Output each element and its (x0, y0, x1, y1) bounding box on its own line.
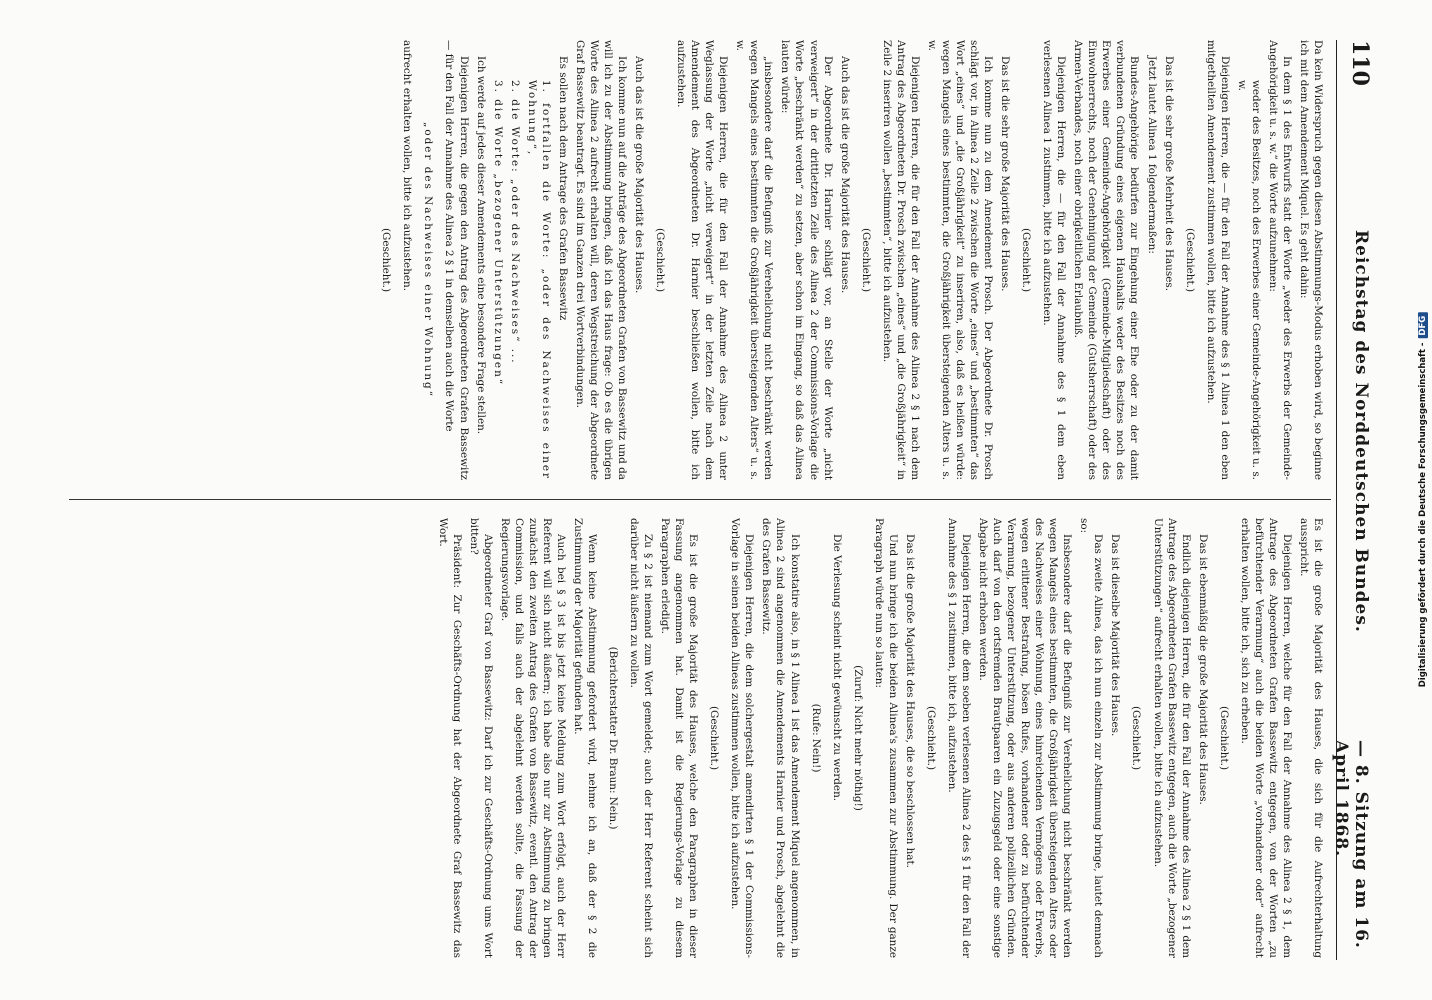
paragraph: Diejenigen Herren, die — für den Fall der Annahme des § 1 Alinea 1 den eben mitgetheilten Amendement zustimmen wollen, bitte ich aufzustehen. (1204, 40, 1231, 480)
speaker-paragraph: Präsident: Zur Geschäfts-Ordnung hat der Abgeordnete Graf Bassewitz das Wort. (436, 518, 463, 958)
paragraph: Das zweite Alinea, das ich nun einzeln zur Abstimmung bringe, lautet demnach so: (1078, 518, 1105, 958)
quoted-text: „insbesondere darf die Befugniß zur Verehelichung nicht beschränkt werden wegen Mangels eines bestimmten die Großjährigkeit übersteigenden Alters“ u. s. w. (734, 40, 775, 480)
rotated-page-content (51, 40, 1381, 960)
paragraph: Es sollen nach dem Antrage des Grafen Bassewitz (556, 56, 569, 321)
paragraph: Das ist dieselbe Majorität des Hauses. (1109, 534, 1122, 737)
quoted-text: „oder des Nachweises einer Wohnung“ (422, 122, 435, 398)
list-item: 1. fortfallen die Worte: „oder des Nachweises einer Wohnung“, (525, 80, 552, 480)
dfg-credit-strip (1416, 0, 1430, 1000)
stage-direction: (Geschieht.) (1130, 705, 1143, 771)
stage-direction: (Berichterstatter Dr. Braun: Nein.) (607, 646, 620, 830)
paragraph: Das ist die große Majorität des Hauses, die so beschlossen hat. (903, 534, 916, 868)
quoted-text: Bundes-Angehörige bedürfen zur Eingehung einer Ehe oder zu der damit verbundenen Gründung eines eigenen Haushalts weder des Besitzes noch des Erwerbes einer Gemeinde-Angehörigkeit (Gemeinde-Mitgliedschaft) oder des Einwohnerrechts, noch der Genehmigung der Gemeinde (Gutsherrschaft) oder des Armen-Verbandes, noch einer obrigkeitlichen Erlaubniß. (1072, 40, 1141, 480)
running-title-left: Reichstag des Norddeutschen Bundes. (1351, 230, 1371, 633)
speaker-paragraph: Abgeordneter Graf von Bassewitz: Darf ich zur Geschäfts-Ordnung ums Wort bitten? (467, 518, 494, 958)
paragraph: Auch das ist die große Majorität des Hauses. (838, 56, 851, 294)
right-column (65, 518, 1325, 958)
column-divider (69, 499, 1331, 500)
paragraph: Das ist die sehr große Mehrheit des Hauses. (1162, 56, 1175, 292)
paragraph: Es ist die große Majorität des Hauses, welche den Paragraphen in dieser Fassung angenommen hat. Damit ist die Regierungs-Vorlage zu diesem Paragraphen erledigt. (659, 518, 700, 958)
paragraph: Die Verlesung scheint nicht gewünscht zu werden. (830, 534, 843, 802)
stage-direction: (Geschieht.) (654, 227, 667, 293)
paragraph: Ich komme nun zu dem Amendement Prosch. Der Abgeordnete Dr. Prosch schlägt vor, in Alinea 2 Zeile 2 zwischen die Worte „eines“ und „bestimmten“ das Wort „eines“ und „die Großjährigkeit“ zu inseriren, also, daß es heißen würde: wegen Mangels eines bestimmten, die Großjährigkeit übersteigenden Alters u. s. w. (925, 40, 995, 480)
stage-direction: (Geschieht.) (380, 227, 393, 293)
page-number: 110 (1347, 40, 1373, 86)
paragraph: Diejenigen Herren, die für den Fall der Annahme des Alinea 2 § 1 nach dem Antrag des Abgeordneten Dr. Prosch zwischen „eines“ und „die Großjährigkeit“ in Zeile 2 inseriren wollen „bestimmten“, bitte ich aufzustehen. (880, 40, 921, 480)
paragraph: Wenn keine Abstimmung gefordert wird, nehme ich an, daß der § 2 die Zustimmung der Majorität gefunden hat. (571, 518, 598, 958)
paragraph: Diejenigen Herren, die dem soeben verlesenen Alinea 2 des § 1 für den Fall der Annahme des § 1 zustimmen, bitte ich, aufzustehen. (945, 518, 972, 958)
paragraph: Jetzt lautet Alinea 1 folgendermaßen: (1145, 56, 1158, 254)
paragraph: Endlich diejenigen Herren, die für den Fall der Annahme des Alinea 2 § 1 dem Antrage des Abgeordneten Grafen Bassewitz entgegen, auch die Worte „bezogener Unterstützungen“ aufrecht erhalten wollen, bitte ich aufzustehen. (1151, 518, 1192, 958)
stage-direction: (Geschieht.) (859, 227, 872, 293)
stage-direction: (Geschieht.) (1020, 227, 1033, 293)
dfg-logo: DFG (1418, 313, 1428, 339)
paragraph: Diejenigen Herren, die für den Fall der Annahme des Alinea 2 unter Weglassung der Worte „nicht verweigert“ in der letzten Zeile nach dem Amendement des Abgeordneten Dr. Harnier beschließen wollen, bitte ich aufzustehen. (675, 40, 730, 480)
paragraph: Und nun bringe ich die beiden Alinea's zusammen zur Abstimmung. Der ganze Paragraph würde nun so lauten: (872, 518, 899, 958)
paragraph: Zu § 2 ist niemand zum Wort gemeldet; auch der Herr Referent scheint sich darüber nicht äußern zu wollen. (628, 518, 655, 958)
stage-direction: (Geschieht.) (708, 705, 721, 771)
paragraph: Das ist ebenmäßig die große Majorität des Hauses. (1196, 534, 1209, 805)
paragraph: Diejenigen Herren, welche für den Fall der Annahme des Alinea 2 § 1, dem Antrage des Abgeordneten Grafen Bassewitz entgegen, von der Worten „zu befürchtender Verarmung“ auch die beiden Worte „vorhandener oder“ aufrecht erhalten wollen, bitte ich, sich zu erheben. (1238, 518, 1293, 958)
stage-direction: (Geschieht.) (1183, 227, 1196, 293)
paragraph: Der Abgeordnete Dr. Harnier schlägt vor, an Stelle der Worte „nicht verweigert“ in der drittletzten Zeile des Alinea 2 der Commissions-Vorlage die Worte „beschränkt werden“ zu setzen, aber schon im Eingang, so daß das Alinea lauten würde: (779, 40, 834, 480)
paragraph: Diejenigen Herren, die dem solchergestalt amendirten § 1 der Commissions-Vorlage in seinen beiden Alineas zustimmen wollen, bitte ich aufzustehen. (729, 518, 756, 958)
paragraph: Ich konstatire also, in § 1 Alinea 1 ist das Amendement Miquel angenommen, in Alinea 2 sind angenommen die Amendements Harnier und Prosch, abgelehnt die des Grafen Bassewitz. (760, 518, 801, 958)
paragraph: In dem § 1 des Entwurfs statt der Worte „weder des Erwerbs der Gemeinde-Angehörigkeit u. s. w.“ die Worte aufzunehmen: (1266, 40, 1293, 480)
header-rule (1336, 40, 1337, 960)
dfg-credit-line (1418, 313, 1428, 688)
list-item: 3. die Worte „bezogener Unterstützungen“ (491, 80, 504, 387)
paragraph: Ich werde auf jedes dieser Amendements eine besondere Frage stellen. (474, 56, 487, 435)
left-column (65, 40, 1325, 480)
running-title-right: — 8. Sitzung am 16. April 1868. (1331, 740, 1371, 949)
paragraph: Auch das ist die große Majorität des Hauses. (633, 56, 646, 294)
paragraph: Es ist die große Majorität des Hauses, die sich für die Aufrechterhaltung ausspricht. (1297, 518, 1324, 958)
paragraph: Ich komme nun auf die Anträge des Abgeordneten Grafen von Bassewitz und da will ich zu der Abstimmung bringen, daß ich das Haus frage: Ob es die übrigen Worte des Alinea 2 aufrecht erhalten will, deren Wegstreichung der Abgeordnete Graf Bassewitz beantragt. Es sind im Ganzen drei Wortverbindungen. (573, 40, 628, 480)
paragraph: Da kein Widerspruch gegen diesen Abstimmungs-Modus erhoben wird, so beginne ich mit dem Amendement Miquel. Es geht dahin: (1297, 40, 1324, 480)
page-header (1331, 40, 1381, 960)
stage-direction: (Geschieht.) (1217, 705, 1230, 771)
credit-text: Digitalisierung gefördert durch die Deutsche Forschungsgemeinschaft - (1418, 342, 1428, 688)
stage-direction: (Rufe: Nein!) (809, 703, 822, 773)
quoted-text: Insbesondere darf die Befugniß zur Verehelichung nicht beschränkt werden wegen Mangels eines bestimmten, die Großjährigkeit übersteigenden Alters oder des Nachweises einer Wohnung, eines hinreichenden Vermögens oder Erwerbs, wegen erlittener Bestrafung, bösen Rufes, vorhandener oder zu befürchtender Verarmung, bezogener Unterstützung, oder aus anderen polizeilichen Gründen. Auch darf von den ortsfremden Brautpaaren ein Zuzugsgeld oder eine sonstige Abgabe nicht erhoben werden. (977, 518, 1074, 958)
stage-direction: (Geschieht.) (924, 705, 937, 771)
quoted-text: weder des Besitzes, noch des Erwerbes einer Gemeinde-Angehörigkeit u. s. w. (1235, 80, 1262, 480)
list-item: 2. die Worte: „oder des Nachweises“ ... (508, 80, 521, 365)
paragraph: aufrecht erhalten wollen, bitte ich aufzustehen. (401, 40, 414, 292)
paragraph: Das ist die sehr große Majorität des Hauses. (999, 56, 1012, 292)
stage-direction: (Zuruf: Nicht mehr nöthig!) (851, 665, 864, 811)
paragraph: Auch bei § 3 ist bis jetzt keine Meldung zum Wort erfolgt, auch der Herr Referent will sich nicht äußern; ich habe also nur zur Abstimmung zu bringen zunächst den zweiten Antrag des Grafen von Bassewitz, eventl. den Antrag der Commission, und falls auch der abgelehnt werden sollte, die Fassung der Regierungsvorlage. (498, 518, 567, 958)
paragraph: Diejenigen Herren, die gegen den Antrag des Abgeordneten Grafen Bassewitz — für den Fall der Annahme des Alinea 2 § 1 in demselben auch die Worte (443, 40, 470, 480)
paragraph: Diejenigen Herren, die — für den Fall der Annahme des § 1 dem eben verlesenen Alinea 1 zustimmen, bitte ich aufzustehen. (1041, 40, 1068, 480)
